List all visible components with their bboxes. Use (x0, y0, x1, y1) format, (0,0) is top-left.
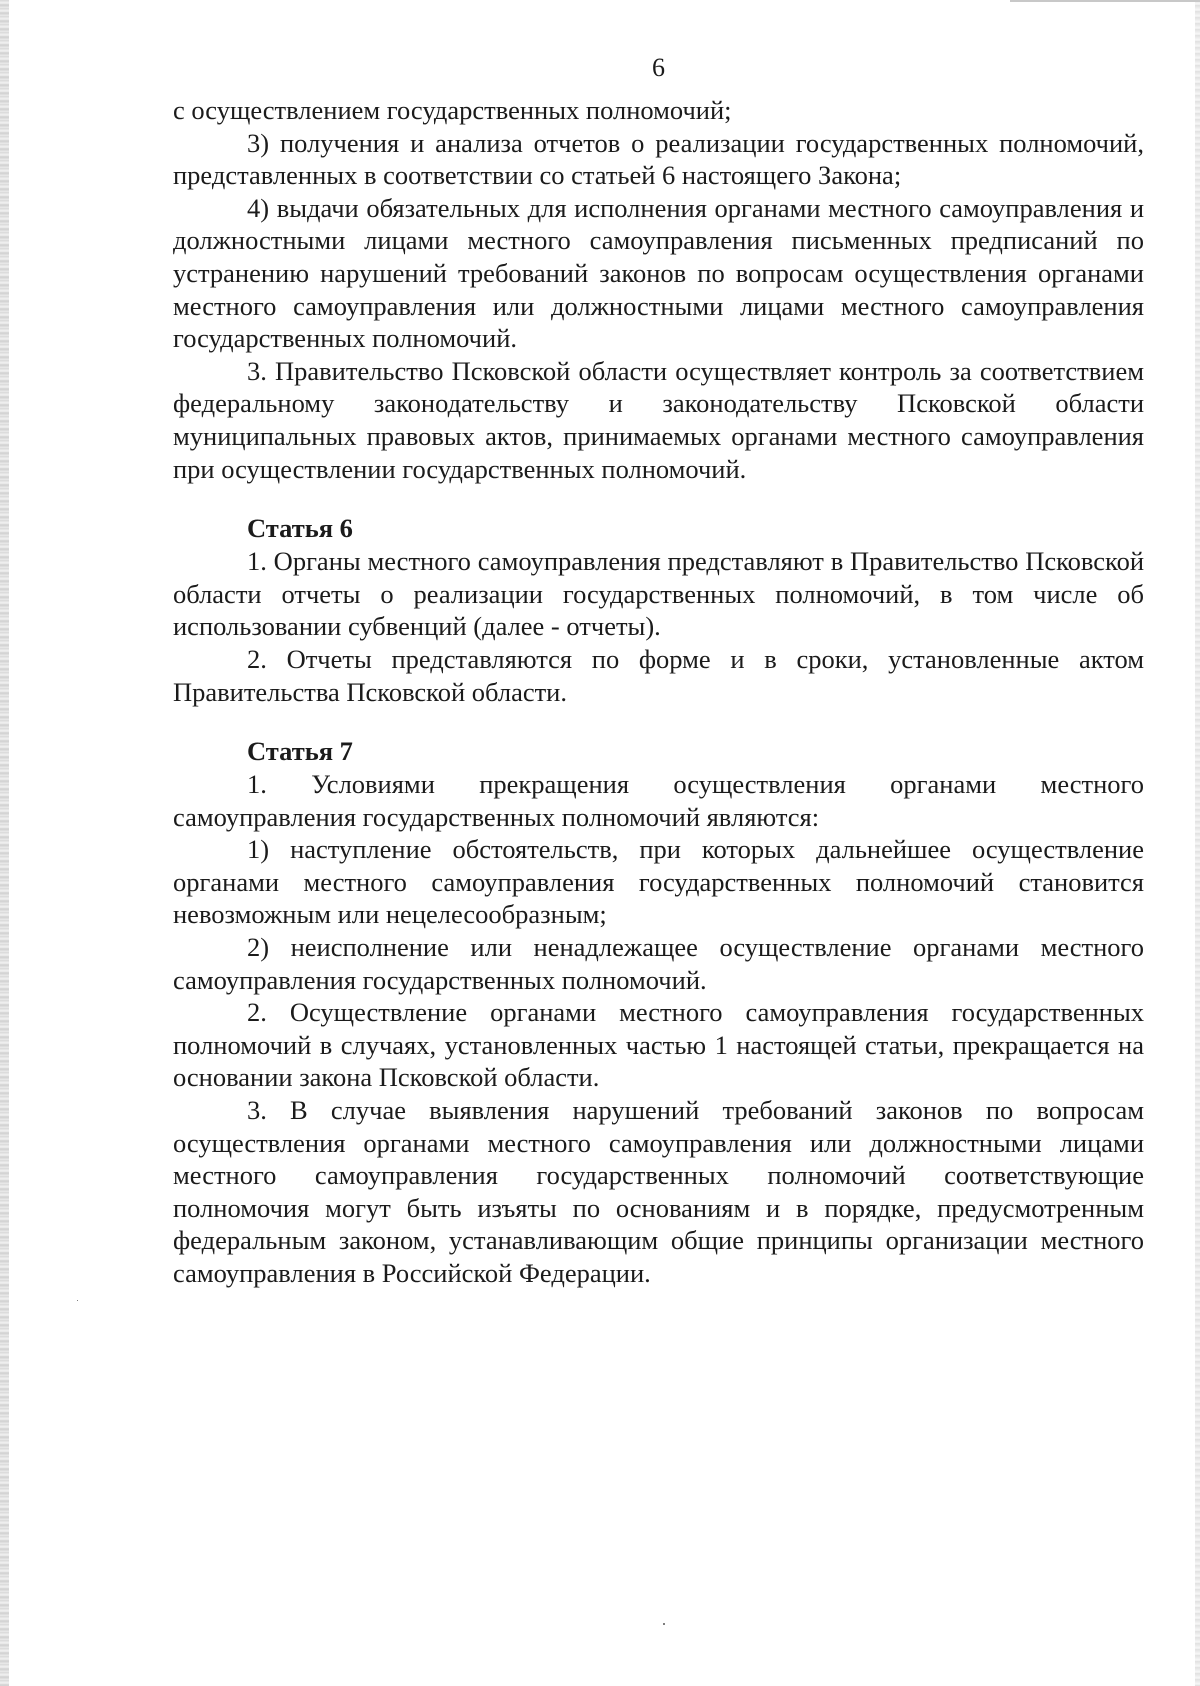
paragraph-item-4: 4) выдачи обязательных для исполнения органами местного самоуправления и должностными лицами местного самоуправления письменных предписаний по устранению нарушений требований законов по вопросам осуществления органами местного самоуправления или должностными лицами местного самоуправления государственных полномочий. (173, 192, 1144, 354)
scan-top-rule (1010, 0, 1200, 2)
document-page (173, 52, 1144, 1290)
scan-speck (77, 1300, 78, 1301)
page-number: 6 (652, 53, 665, 82)
scan-speck (663, 1623, 665, 1625)
paragraph-part-3: 3. Правительство Псковской области осуществляет контроль за соответствием федеральному законодательству и законодательству Псковской области муниципальных правовых актов, принимаемых органами местного самоуправления при осуществлении государственных полномочий. (173, 355, 1144, 484)
article-7-item-2: 2) неисполнение или ненадлежащее осуществление органами местного самоуправления государственных полномочий. (173, 932, 1144, 995)
article-7-heading: Статья 7 (247, 736, 353, 767)
article-7-part-3: 3. В случае выявления нарушений требований законов по вопросам осуществления органами местного самоуправления или должностными лицами местного самоуправления государственных полномочий соответствующие полномочия могут быть изъяты по основаниям и в порядке, предусмотренным федеральным законом, устанавливающим общие принципы организации местного самоуправления в Российской Федерации. (173, 1095, 1144, 1288)
article-6-part-1: 1. Органы местного самоуправления представляют в Правительство Псковской области отчеты о реализации государственных полномочий, в том числе об использовании субвенций (далее - отчеты). (173, 546, 1144, 642)
article-7-item-1: 1) наступление обстоятельств, при которых дальнейшее осуществление органами местного самоуправления государственных полномочий становится невозможным или нецелесообразным; (173, 834, 1144, 930)
scan-edge-right (1195, 0, 1200, 1686)
article-7-part-1: 1. Условиями прекращения осуществления органами местного самоуправления государственных полномочий являются: (173, 769, 1144, 832)
article-6-heading: Статья 6 (247, 513, 353, 544)
scan-edge-left (0, 0, 9, 1686)
article-7-part-2: 2. Осуществление органами местного самоуправления государственных полномочий в случаях, установленных частью 1 настоящей статьи, прекращается на основании закона Псковской области. (173, 997, 1144, 1093)
paragraph-item-3: 3) получения и анализа отчетов о реализации государственных полномочий, представленных в соответствии со статьей 6 настоящего Закона; (173, 127, 1144, 191)
paragraph-continuation: с осуществлением государственных полномочий; (173, 95, 732, 125)
article-6-part-2: 2. Отчеты представляются по форме и в сроки, установленные актом Правительства Псковской области. (173, 643, 1144, 707)
